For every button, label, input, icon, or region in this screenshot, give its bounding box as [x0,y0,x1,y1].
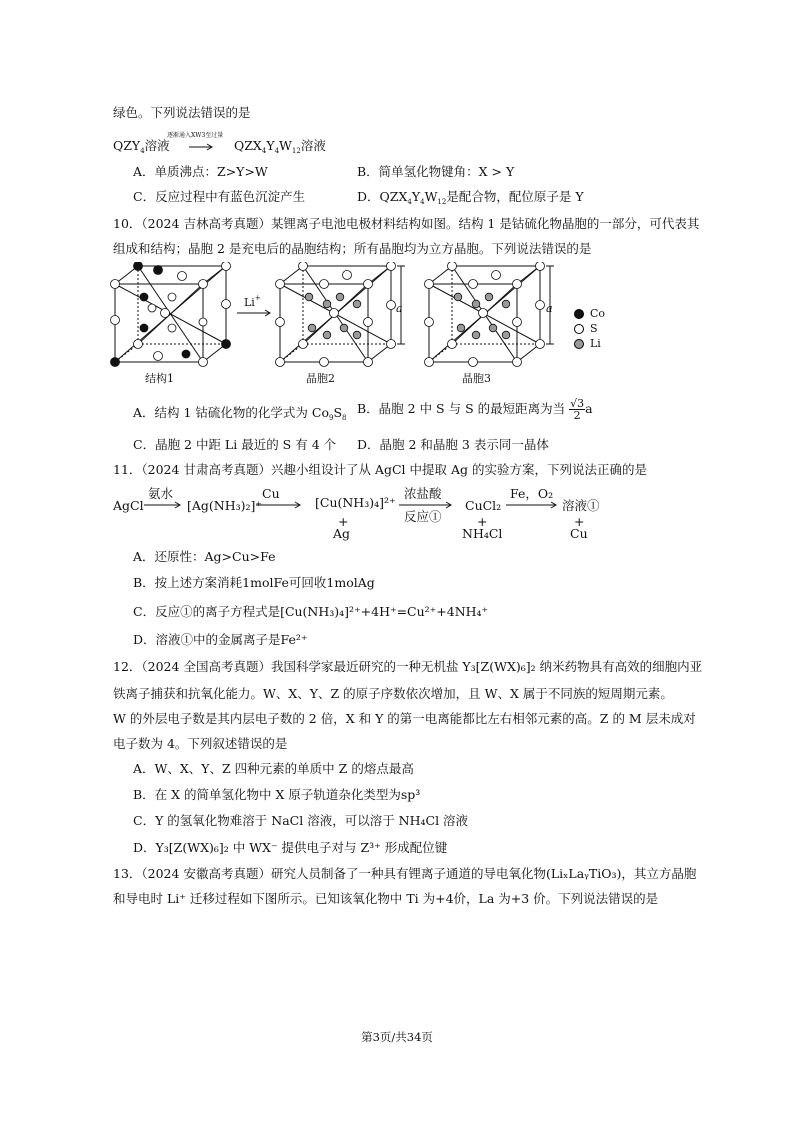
q13-line2: 和导电时 Li⁺ 迁移过程如下图所示。已知该氧化物中 Ti 为+4价，La 为+3 价。下列说法错误的是 [113,891,659,906]
scheme-plus3: + [574,514,585,529]
scheme-solution1: 溶液① [562,498,600,513]
q10-option-c: C．晶胞 2 中距 Li 最近的 S 有 4 个 [133,437,337,452]
scheme-ag: Ag [333,526,351,541]
structure-1-figure [110,262,235,367]
scheme-cucl2: CuCl₂ [465,498,502,513]
q9-option-a: A．单质沸点：Z>Y>W [133,164,268,179]
scheme-ag-complex: [Ag(NH₃)₂]⁺ [187,498,262,513]
cell-2-figure [272,262,412,367]
cell-3-label: 晶胞3 [462,372,491,385]
intro-line: 绿色。下列说法错误的是 [113,105,251,120]
cell-3-figure [424,262,564,367]
q11-option-c: C．反应①的离子方程式是[Cu(NH₃)₄]²⁺+4H⁺=Cu²⁺+4NH₄⁺ [133,604,489,619]
q12-option-c: C．Y 的氢氧化物难溶于 NaCl 溶液，可以溶于 NH₄Cl 溶液 [133,813,469,828]
scheme-arrow2-label: Cu [262,486,280,501]
q9-product: $QZX_4Y_4W_{12}$溶液 [234,138,326,155]
q12-option-d: D．Y₃[Z(WX)₆]₂ 中 WX⁻ 提供电子对与 Z³⁺ 形成配位键 [133,840,448,855]
q12-option-a: A．W、X、Y、Z 四种元素的单质中 Z 的熔点最高 [133,761,414,776]
scheme-arrow3-top: 浓盐酸 [404,486,442,501]
cell-3-edge-label: a [546,302,553,315]
q11-option-b: B．按上述方案消耗1molFe可回收1molAg [133,575,375,590]
q9-option-b: B．简单氢化物键角：X > Y [357,164,515,179]
q10-option-b: B．晶胞 2 中 S 与 S 的最短距离为当 $\frac{√3}{2}$ a [357,397,593,422]
legend-co: Co [574,306,605,321]
li-arrow-label: Li+ [244,294,261,309]
q11-option-d: D．溶液①中的金属离子是Fe²⁺ [133,632,308,647]
q10-stem-line2: 组成和结构；晶胞 2 是充电后的晶胞结构；所有晶胞均为立方晶胞。下列说法错误的是 [113,241,592,256]
q9-option-c: C．反应过程中有蓝色沉淀产生 [133,189,306,204]
scheme-arrow1-label: 氨水 [148,486,174,501]
scheme-arrow2 [255,500,305,510]
q11-stem: 11．（2024 甘肃高考真题）兴趣小组设计了从 AgCl 中提取 Ag 的实验方案，下列说法正确的是 [113,462,647,477]
scheme-cu-complex: [Cu(NH₃)₄]²⁺ [315,495,396,510]
cell-2-edge-label: a [396,302,403,315]
scheme-arrow1 [143,500,185,510]
q12-line3: W 的外层电子数是其内层电子数的 2 倍，X 和 Y 的第一电离能都比左右相邻元素的高。Z 的 M 层未成对 [113,711,696,726]
q12-option-b: B．在 X 的简单氢化物中 X 原子轨道杂化类型为sp³ [133,787,421,802]
q12-line4: 电子数为 4。下列叙述错误的是 [113,736,288,751]
q9-reactant-sub: 4 [140,147,145,155]
legend-li: Li [574,336,605,351]
q9-arrow [187,142,217,152]
q9-reaction [113,137,170,160]
q10-option-d: D．晶胞 2 和晶胞 3 表示同一晶体 [357,437,549,452]
q9-reactant: QZY [113,138,141,153]
q13-line1: 13．（2024 安徽高考真题）研究人员制备了一种具有锂离子通道的导电氧化物(LiₓLaᵧTiO₃)，其立方晶胞 [113,866,697,881]
scheme-plus2: + [477,514,488,529]
scheme-arrow4 [505,500,561,510]
q9-option-d: D．$QZX_4Y_4W_{12}$是配合物，配位原子是 Y [357,189,584,206]
q10-option-a: A．结构 1 钴硫化物的化学式为 $Co_9S_8$ [133,405,347,422]
legend [574,306,605,351]
li-arrow [235,308,275,318]
scheme-agcl: AgCl [113,498,144,513]
scheme-nh4cl: NH₄Cl [462,526,503,541]
scheme-cu: Cu [570,526,588,541]
q12-line1: 12．（2024 全国高考真题）我国科学家最近研究的一种无机盐 Y₃[Z(WX)₆]₂ 纳米药物具有高效的细胞内亚 [113,659,703,674]
scheme-arrow4-label: Fe，O₂ [510,486,554,501]
q9-arrow-label: 逐渐通入XW3至过量 [167,132,224,139]
structure-1-label: 结构1 [145,372,174,385]
legend-s: S [574,321,605,336]
q12-line2: 铁离子捕获和抗氧化能力。W、X、Y、Z 的原子序数依次增加，且 W、X 属于不同族的短周期元素。 [113,686,673,701]
page-footer: 第3页/共34页 [361,1030,433,1044]
q10-stem-line1: 10．（2024 吉林高考真题）某锂离子电池电极材料结构如图。结构 1 是钴硫化物晶胞的一部分，可代表其 [113,216,700,231]
q9-reactant-suffix: 溶液 [144,138,170,153]
q11-option-a: A．还原性：Ag>Cu>Fe [133,549,276,564]
scheme-arrow3-bottom: 反应① [404,509,442,524]
scheme-plus1: + [338,514,349,529]
cell-2-label: 晶胞2 [306,372,335,385]
